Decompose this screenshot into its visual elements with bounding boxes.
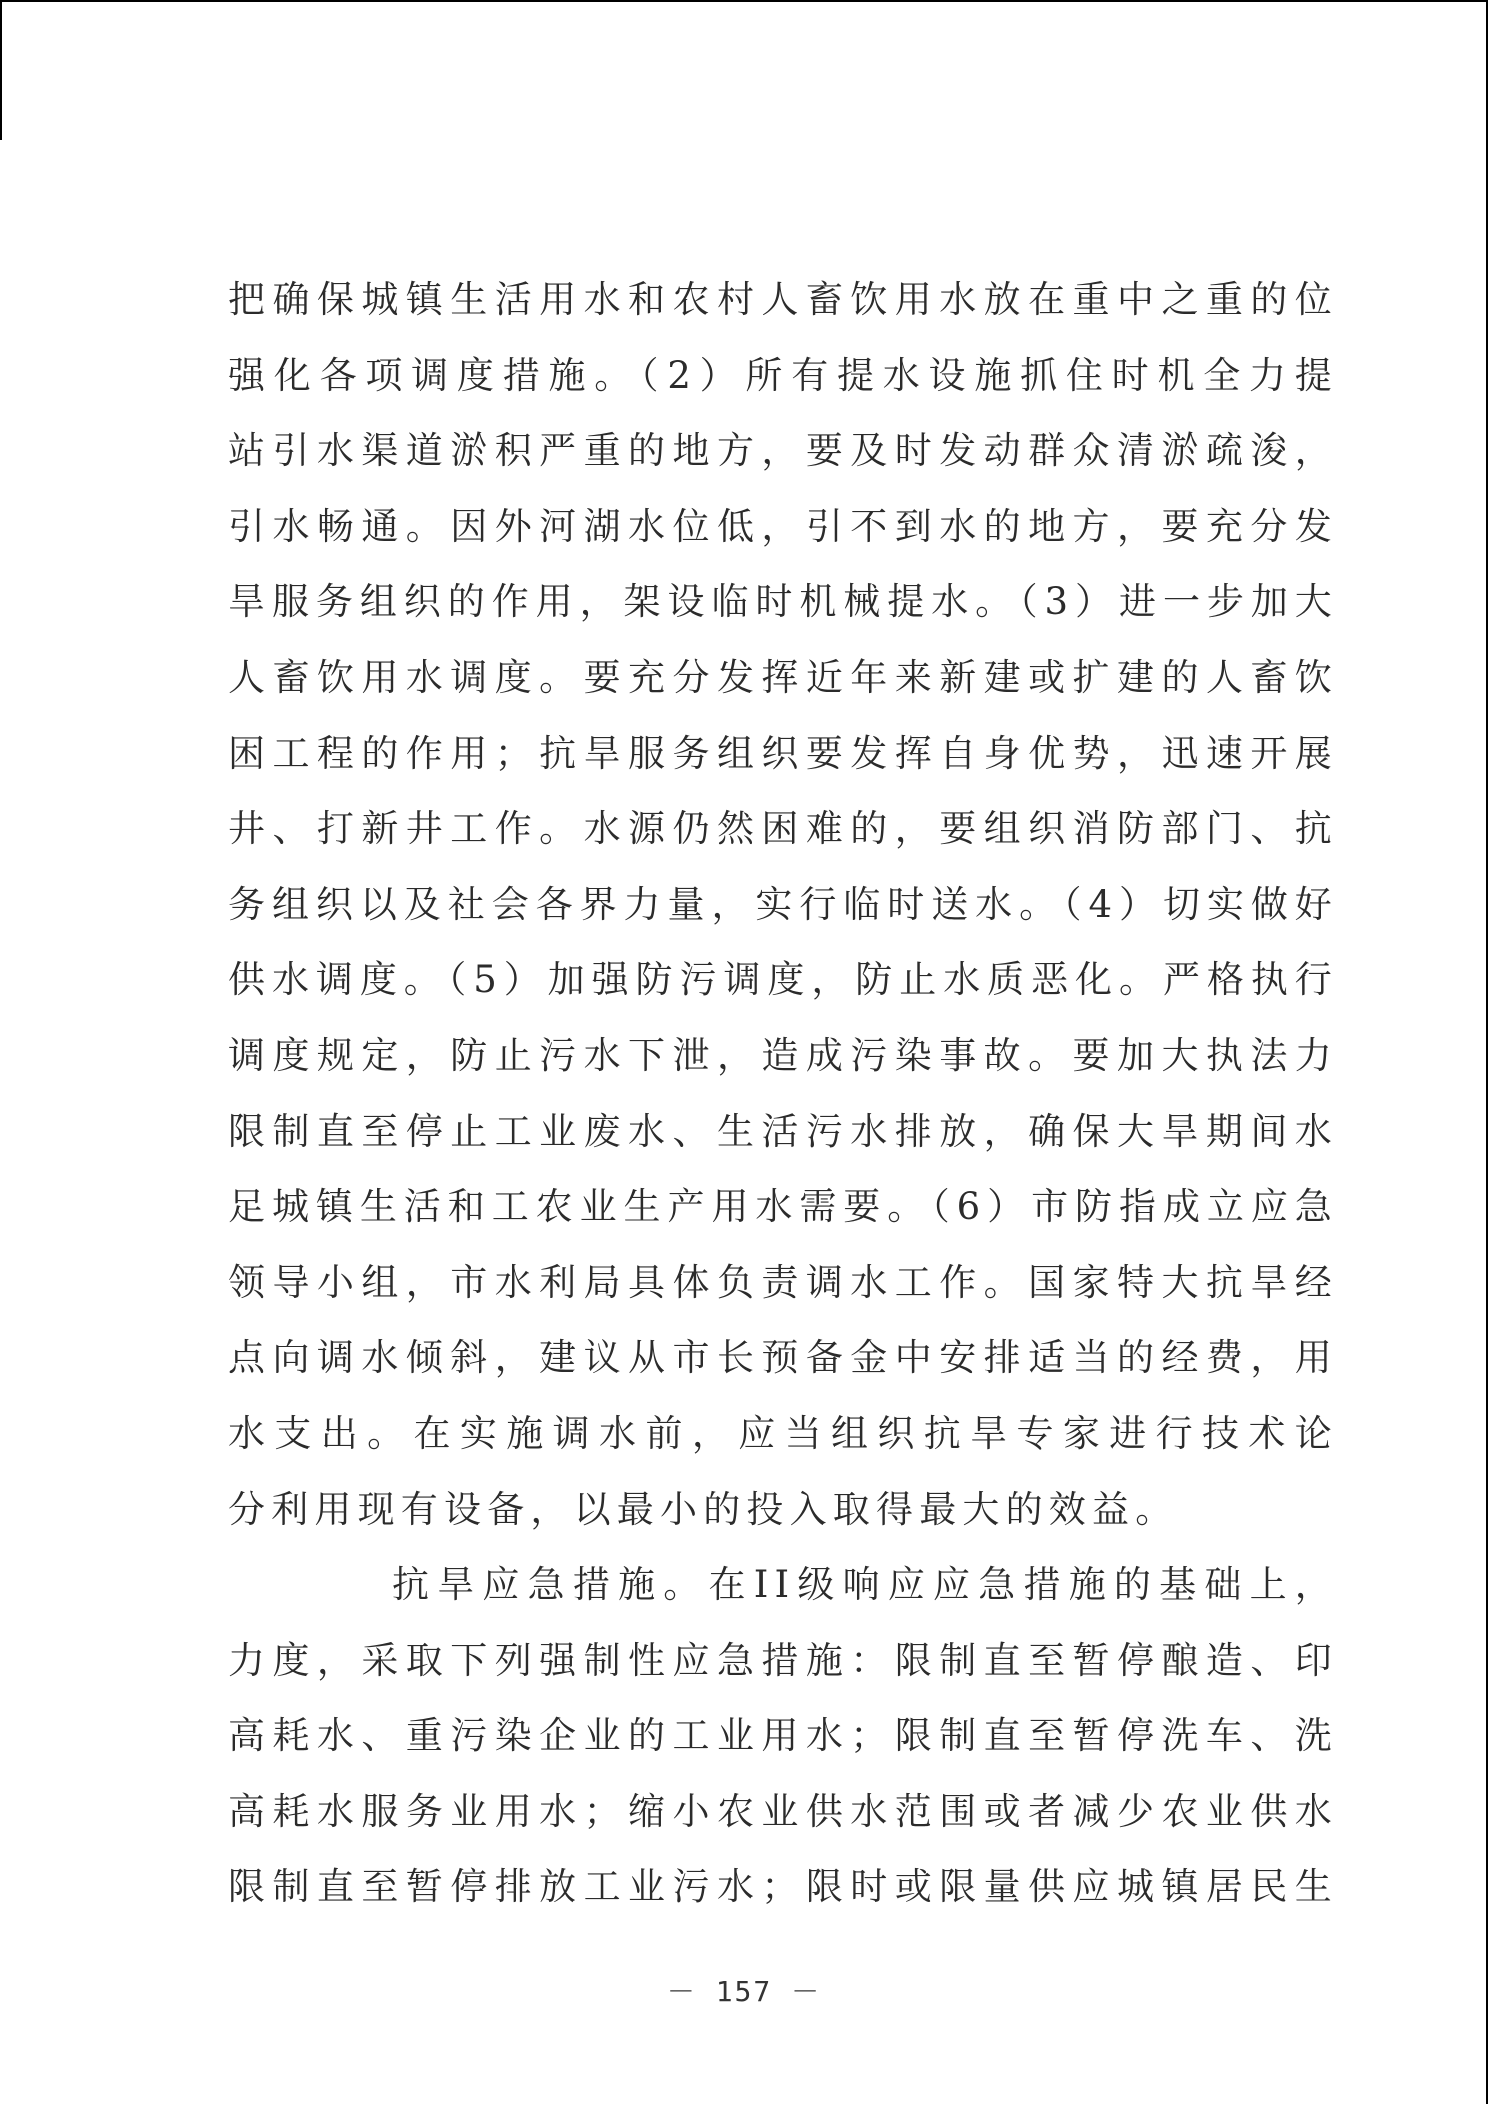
paragraph-2	[228, 1547, 1338, 1925]
page-top-border	[0, 0, 1488, 2]
text-line: 足城镇生活和工农业生产用水需要。（6）市防指成立应急	[228, 1185, 1338, 1229]
text-line: 旱服务组织的作用，架设临时机械提水。（3）进一步加大	[228, 580, 1338, 624]
text-line: 限制直至停止工业废水、生活污水排放，确保大旱期间水	[228, 1109, 1338, 1153]
text-line: 水支出。在实施调水前，应当组织抗旱专家进行技术论	[228, 1411, 1338, 1455]
text-line: 分利用现有设备，以最小的投入取得最大的效益。	[228, 1487, 1179, 1531]
text-line: 强化各项调度措施。（2）所有提水设施抓住时机全力提	[228, 353, 1338, 397]
text-line: 高耗水、重污染企业的工业用水；限制直至暂停洗车、洗	[228, 1714, 1338, 1758]
text-line: 高耗水服务业用水；缩小农业供水范围或者减少农业供水	[228, 1789, 1338, 1833]
paragraph-1	[228, 262, 1338, 1547]
text-line: 站引水渠道淤积严重的地方，要及时发动群众清淤疏浚，	[228, 429, 1338, 473]
text-line: 井、打新井工作。水源仍然困难的，要组织消防部门、抗	[228, 807, 1338, 851]
text-line: 力度，采取下列强制性应急措施：限制直至暂停酿造、印	[228, 1638, 1338, 1682]
text-line: 引水畅通。因外河湖水位低，引不到水的地方，要充分发	[228, 504, 1338, 548]
page-left-border	[0, 0, 2, 140]
text-line: 供水调度。（5）加强防污调度，防止水质恶化。严格执行	[228, 958, 1338, 1002]
text-line: 点向调水倾斜，建议从市长预备金中安排适当的经费，用	[228, 1336, 1338, 1380]
text-line: 调度规定，防止污水下泄，造成污染事故。要加大执法力	[228, 1033, 1338, 1077]
document-body	[228, 262, 1338, 1925]
text-line: 困工程的作用；抗旱服务组织要发挥自身优势，迅速开展	[228, 731, 1338, 775]
text-line: 务组织以及社会各界力量，实行临时送水。（4）切实做好	[228, 882, 1338, 926]
text-line: 人畜饮用水调度。要充分发挥近年来新建或扩建的人畜饮	[228, 655, 1338, 699]
text-line: 限制直至暂停排放工业污水；限时或限量供应城镇居民生	[228, 1865, 1338, 1909]
text-line: 抗旱应急措施。在II级响应应急措施的基础上，	[392, 1563, 1338, 1607]
text-line: 把确保城镇生活用水和农村人畜饮用水放在重中之重的位	[228, 278, 1338, 321]
page-number: － 157 －	[666, 1975, 822, 2008]
text-line: 领导小组，市水利局具体负责调水工作。国家特大抗旱经	[228, 1260, 1338, 1304]
